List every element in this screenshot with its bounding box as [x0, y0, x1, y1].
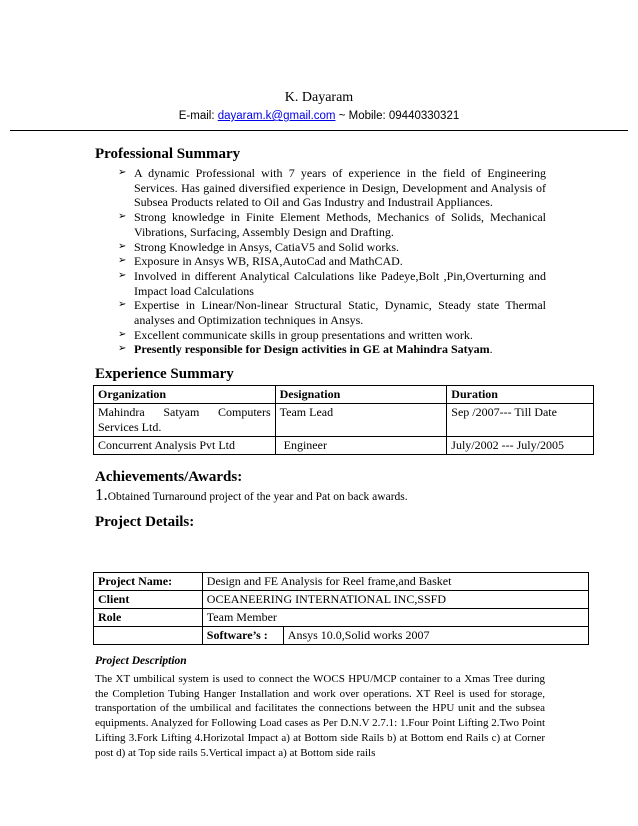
software-subtable [203, 627, 588, 644]
summary-item: ➢ Involved in different Analytical Calculations like Padeye,Bolt ,Pin,Overturning and Impact load Calculations [118, 268, 546, 298]
table-row [94, 627, 589, 645]
role-value: Team Member [202, 609, 588, 627]
mobile-text: ~ Mobile: 09440330321 [338, 110, 460, 122]
table-cell: Team Lead [275, 404, 447, 437]
contact-line [0, 110, 638, 122]
summary-item: ➢ Strong knowledge in Finite Element Methods, Mechanics of Solids, Mechanical Vibrations, Surfacing, Assembly Design and Drafting. [118, 210, 546, 239]
project-description-text: The XT umbilical system is used to connect the WOCS HPU/MCP container to a Xmas Tree during the Completion Tubing Hanger Installation and work over operations. XT Reel is used for storage, transportation of the umbilical and facilitates the connections between the HPU unit and the subsea equipments. Analyzed for Following Load cases as Per D.N.V 2.7.1: 1.Four Point Lifting 2.Two Point Lifting 3.Fork Lifting 4.Horizotal Impact a) at Bottom side Rails b) at Bottom end Rails c) at Corner post d) at Top side rails 5.Vertical impact a) at Bottom side rails [95, 673, 545, 759]
arrow-bullet-icon: ➢ [118, 255, 127, 267]
achievement-text: Obtained Turnaround project of the year and Pat on back awards. [107, 491, 408, 503]
achievement-number: 1. [95, 485, 108, 504]
professional-summary-list [118, 166, 546, 357]
software-cell [202, 627, 588, 645]
client-value: OCEANEERING INTERNATIONAL INC,SSFD [202, 591, 588, 609]
project-table [93, 572, 589, 645]
summary-item: ➢ Strong Knowledge in Ansys, CatiaV5 and Solid works. [118, 239, 399, 254]
table-cell: Mahindra Satyam Computers Services Ltd. [94, 404, 276, 437]
row-label: Project Name: [94, 573, 203, 591]
email-link[interactable]: dayaram.k@gmail.com [217, 110, 336, 122]
summary-item: ➢ Exposure in Ansys WB, RISA,AutoCad and MathCAD. [118, 254, 403, 269]
arrow-bullet-icon: ➢ [118, 328, 127, 340]
experience-summary-heading: Experience Summary [95, 366, 234, 382]
column-header: Designation [275, 386, 447, 404]
column-header: Duration [447, 386, 594, 404]
table-row [94, 609, 589, 627]
table-row [94, 573, 589, 591]
table-cell: Sep /2007--- Till Date [447, 404, 594, 437]
table-cell: Engineer [275, 437, 447, 455]
arrow-bullet-icon: ➢ [118, 240, 127, 252]
arrow-bullet-icon: ➢ [118, 299, 127, 311]
arrow-bullet-icon: ➢ [118, 269, 127, 281]
table-cell: Concurrent Analysis Pvt Ltd [94, 437, 276, 455]
project-description-label: Project Description [95, 655, 187, 667]
resume-name: K. Dayaram [284, 90, 354, 105]
summary-item: ➢ Expertise in Linear/Non-linear Structural Static, Dynamic, Steady state Thermal analyses and Optimization techniques in Ansys. [118, 298, 546, 328]
column-header: Organization [94, 386, 276, 404]
summary-item: ➢ A dynamic Professional with 7 years of experience in the field of Engineering Services. Has gained diversified experience in Design, Development and Analysis of Subsea Products related to Oil and Gas Industry and Industrail Appliances. [118, 166, 546, 210]
software-value: Ansys 10.0,Solid works 2007 [287, 628, 430, 642]
achievement-item [95, 485, 408, 505]
summary-item: ➢ Excellent communicate skills in group presentations and written work. [118, 327, 473, 342]
table-cell: July/2002 --- July/2005 [447, 437, 594, 455]
table-row [94, 404, 594, 437]
achievements-heading: Achievements/Awards: [95, 469, 243, 485]
email-label: E-mail: [178, 110, 215, 122]
row-label: Client [94, 591, 203, 609]
project-details-heading: Project Details: [95, 514, 195, 530]
summary-item-current: ➢ Presently responsible for Design activities in GE at Mahindra Satyam. [118, 342, 493, 357]
project-name-value: Design and FE Analysis for Reel frame,and Basket [202, 573, 588, 591]
arrow-bullet-icon: ➢ [118, 343, 127, 355]
table-header-row [94, 386, 594, 404]
professional-summary-heading: Professional Summary [95, 146, 241, 162]
table-row [94, 437, 594, 455]
arrow-bullet-icon: ➢ [118, 211, 127, 223]
row-label: Role [94, 609, 203, 627]
table-row [94, 591, 589, 609]
experience-table [93, 385, 594, 455]
arrow-bullet-icon: ➢ [118, 167, 127, 178]
header-divider [10, 130, 628, 131]
row-label-empty [94, 627, 203, 645]
software-label: Software’s : [203, 627, 284, 644]
